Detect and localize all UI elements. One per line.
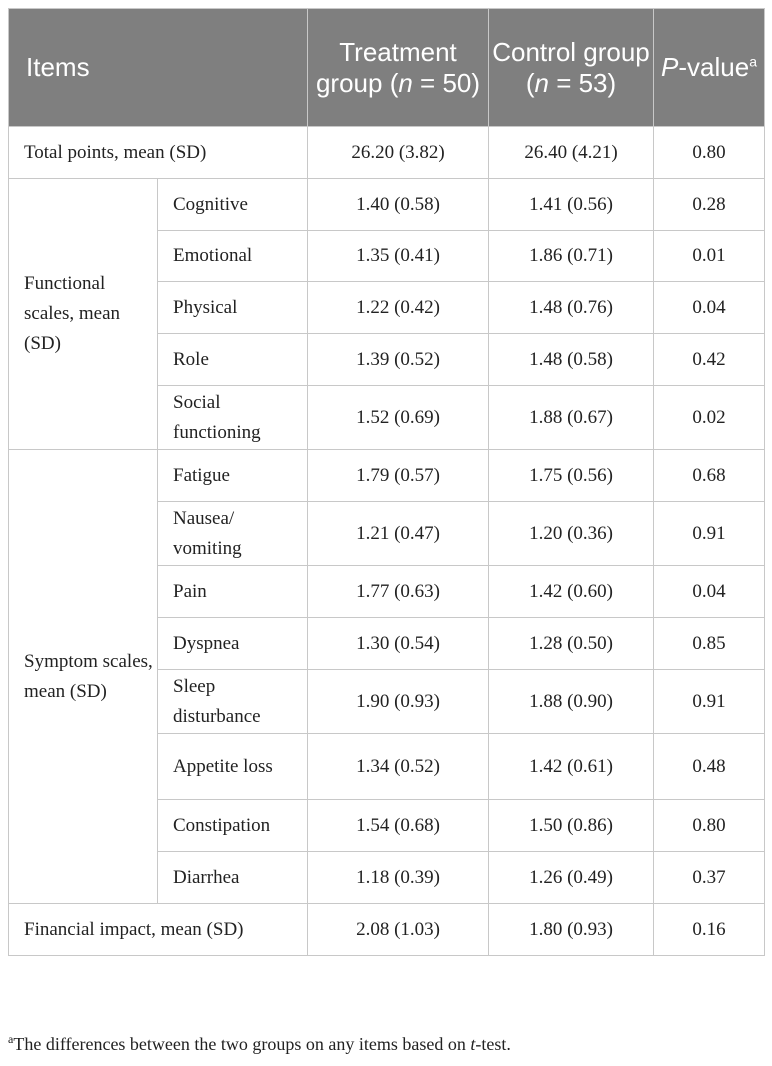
header-pvalue: P-value$^a$ <box>654 9 765 127</box>
p-value: 0.42 <box>654 334 765 386</box>
control-value: 1.88 (0.67) <box>489 386 654 450</box>
control-value: 1.48 (0.58) <box>489 334 654 386</box>
control-value: 1.50 (0.86) <box>489 800 654 852</box>
treatment-value: 1.21 (0.47) <box>308 502 489 566</box>
control-value: 1.20 (0.36) <box>489 502 654 566</box>
control-value: 1.42 (0.60) <box>489 566 654 618</box>
item-label: Constipation <box>158 800 308 852</box>
total-pvalue: 0.80 <box>654 127 765 179</box>
total-control: 26.40 (4.21) <box>489 127 654 179</box>
control-value: 1.41 (0.56) <box>489 179 654 231</box>
p-value: 0.04 <box>654 282 765 334</box>
financial-control: 1.80 (0.93) <box>489 904 654 956</box>
footnote: $^a$The differences between the two groups on any items based on t-test. <box>8 1032 511 1054</box>
table-row <box>9 450 765 502</box>
p-value: 0.85 <box>654 618 765 670</box>
control-value: 1.48 (0.76) <box>489 282 654 334</box>
treatment-value: 1.77 (0.63) <box>308 566 489 618</box>
total-label: Total points, mean (SD) <box>9 127 308 179</box>
item-label: Physical <box>158 282 308 334</box>
item-label: Emotional <box>158 231 308 282</box>
item-label: Appetite loss <box>158 734 308 800</box>
p-value: 0.68 <box>654 450 765 502</box>
item-label: Nausea/ vomiting <box>158 502 308 566</box>
control-value: 1.88 (0.90) <box>489 670 654 734</box>
treatment-value: 1.34 (0.52) <box>308 734 489 800</box>
p-value: 0.91 <box>654 502 765 566</box>
header-control: Control group (n = 53) <box>489 9 654 127</box>
p-value: 0.91 <box>654 670 765 734</box>
control-value: 1.75 (0.56) <box>489 450 654 502</box>
total-treatment: 26.20 (3.82) <box>308 127 489 179</box>
item-label: Dyspnea <box>158 618 308 670</box>
table-row <box>9 179 765 231</box>
table-body <box>9 127 765 956</box>
p-value: 0.02 <box>654 386 765 450</box>
treatment-value: 1.40 (0.58) <box>308 179 489 231</box>
p-value: 0.01 <box>654 231 765 282</box>
control-value: 1.86 (0.71) <box>489 231 654 282</box>
treatment-value: 1.30 (0.54) <box>308 618 489 670</box>
treatment-value: 1.22 (0.42) <box>308 282 489 334</box>
p-value: 0.80 <box>654 800 765 852</box>
p-value: 0.48 <box>654 734 765 800</box>
p-value: 0.37 <box>654 852 765 904</box>
item-label: Diarrhea <box>158 852 308 904</box>
symptom-group-label: Symptom scales, mean (SD) <box>9 450 158 904</box>
item-label: Sleep disturbance <box>158 670 308 734</box>
treatment-value: 1.52 (0.69) <box>308 386 489 450</box>
treatment-value: 1.54 (0.68) <box>308 800 489 852</box>
financial-label: Financial impact, mean (SD) <box>9 904 308 956</box>
total-row <box>9 127 765 179</box>
financial-row <box>9 904 765 956</box>
item-label: Cognitive <box>158 179 308 231</box>
item-label: Fatigue <box>158 450 308 502</box>
header-row <box>9 9 765 127</box>
financial-pvalue: 0.16 <box>654 904 765 956</box>
control-value: 1.28 (0.50) <box>489 618 654 670</box>
item-label: Role <box>158 334 308 386</box>
item-label: Social functioning <box>158 386 308 450</box>
functional-group-label: Functional scales, mean (SD) <box>9 179 158 450</box>
p-value: 0.28 <box>654 179 765 231</box>
p-value: 0.04 <box>654 566 765 618</box>
header-items: Items <box>9 9 308 127</box>
results-table <box>8 8 765 956</box>
header-treatment: Treatment group (n = 50) <box>308 9 489 127</box>
control-value: 1.26 (0.49) <box>489 852 654 904</box>
treatment-value: 1.18 (0.39) <box>308 852 489 904</box>
financial-treatment: 2.08 (1.03) <box>308 904 489 956</box>
treatment-value: 1.35 (0.41) <box>308 231 489 282</box>
treatment-value: 1.79 (0.57) <box>308 450 489 502</box>
treatment-value: 1.90 (0.93) <box>308 670 489 734</box>
treatment-value: 1.39 (0.52) <box>308 334 489 386</box>
control-value: 1.42 (0.61) <box>489 734 654 800</box>
item-label: Pain <box>158 566 308 618</box>
